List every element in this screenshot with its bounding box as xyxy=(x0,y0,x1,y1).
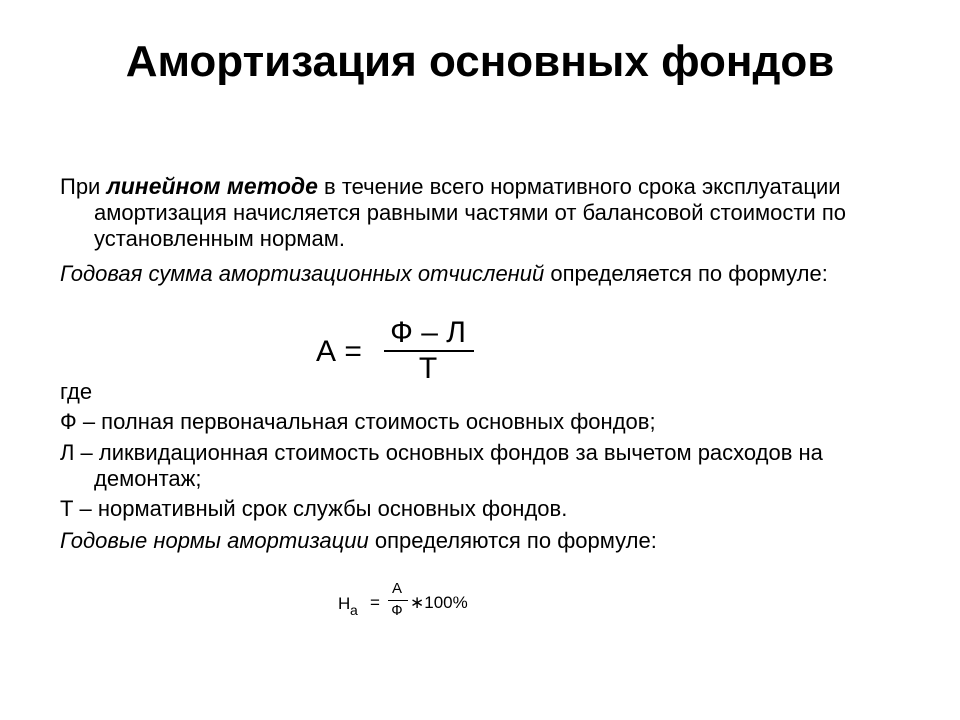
where-label: где xyxy=(60,379,93,404)
p1-prefix: При xyxy=(60,174,107,199)
depreciation-rate-formula xyxy=(336,578,486,632)
linear-method-paragraph xyxy=(60,173,914,252)
p3-text: определяются по формуле: xyxy=(368,528,657,553)
depreciation-formula xyxy=(314,316,484,386)
formula2-multiplier: ∗100% xyxy=(410,593,468,612)
annual-rate-paragraph xyxy=(60,528,914,554)
slide-title: Амортизация основных фондов xyxy=(125,37,835,86)
formula1-numerator: Ф – Л xyxy=(390,316,466,349)
definition-l: Л – ликвидационная стоимость основных фондов за вычетом расходов на демонтаж; xyxy=(60,440,823,491)
formula2-denominator: Ф xyxy=(391,602,403,619)
p1-text: в течение всего нормативного срока эксплуатации амортизация начисляется равными частями от балансовой стоимости по установленным нормам. xyxy=(94,174,846,251)
definition-t: Т – нормативный срок службы основных фондов. xyxy=(60,496,568,521)
formula2-lhs: Н xyxy=(338,594,351,613)
annual-rate-term: Годовые нормы амортизации xyxy=(60,528,369,553)
definition-f: Ф – полная первоначальная стоимость основных фондов; xyxy=(60,409,656,434)
formula2-subscript: а xyxy=(350,602,358,618)
formula1-lhs: А = xyxy=(316,335,362,368)
formula2-equals: = xyxy=(370,593,380,612)
formula2-fraction-bar xyxy=(388,600,408,601)
formula2-numerator: А xyxy=(391,580,402,597)
annual-sum-paragraph xyxy=(60,261,914,287)
linear-method-term: линейном методе xyxy=(106,173,318,199)
annual-sum-term: Годовая сумма амортизационных отчислений xyxy=(60,261,545,286)
formula1-denominator: Т xyxy=(418,352,438,385)
p2-text: определяется по формуле: xyxy=(544,261,828,286)
